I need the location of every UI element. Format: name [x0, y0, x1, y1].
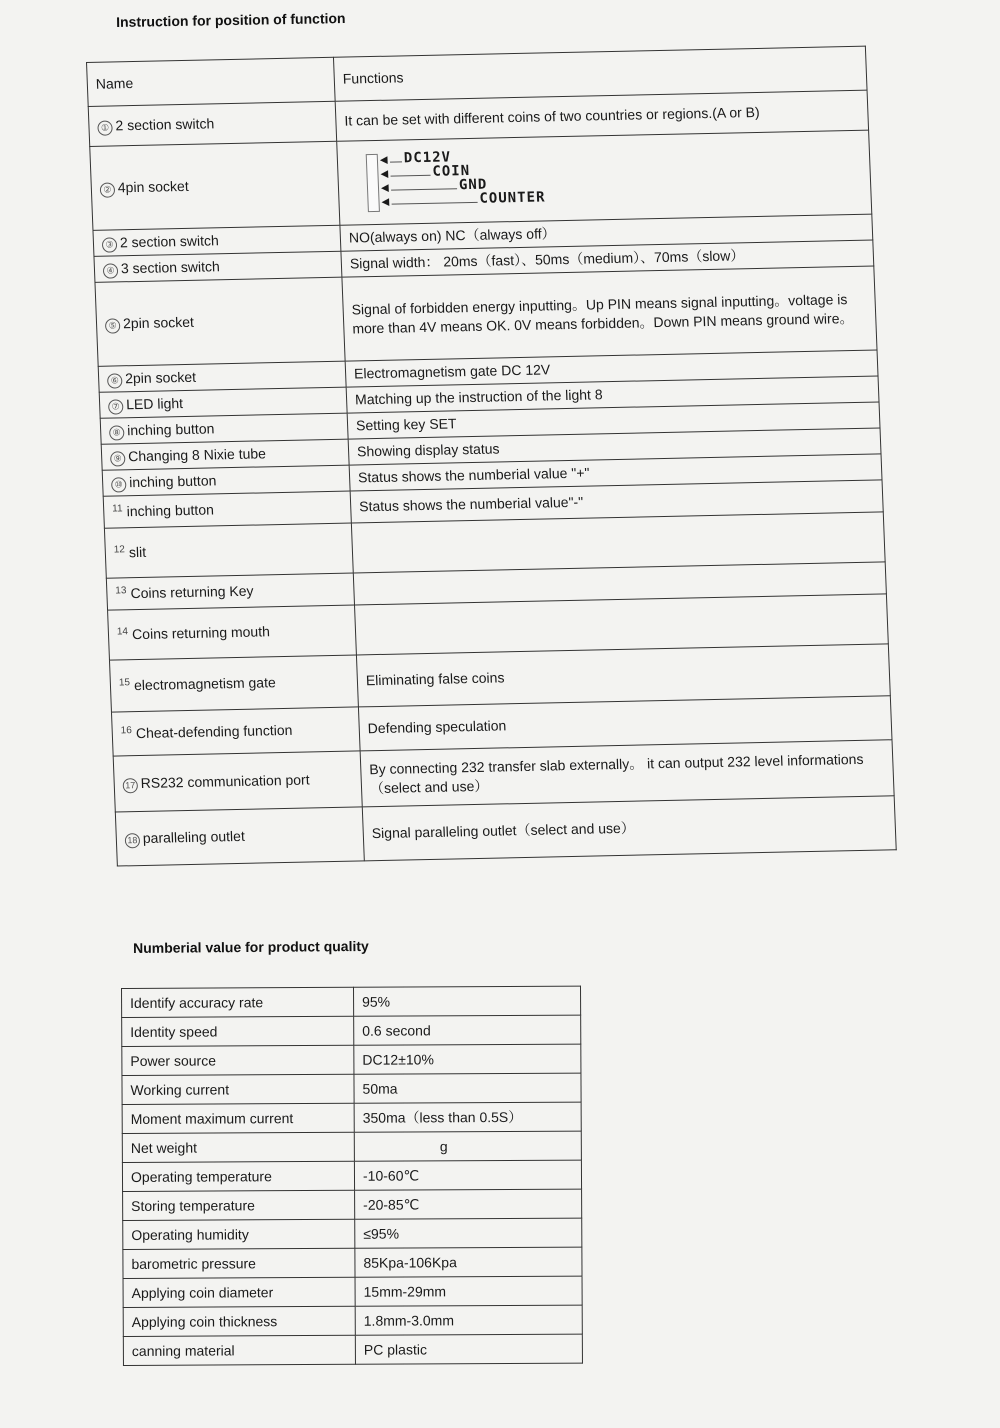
spec-key: Moment maximum current: [122, 1103, 354, 1133]
row-name: RS232 communication port: [140, 771, 310, 792]
spec-key: Power source: [122, 1045, 354, 1075]
spec-key: Storing temperature: [123, 1190, 355, 1220]
row-name: inching button: [126, 420, 215, 439]
table-row: [122, 1044, 581, 1075]
arrow-left-icon: ◀: [381, 196, 390, 208]
row-function: By connecting 232 transfer slab externally。 it can output 232 level informations（select and use）: [360, 740, 894, 807]
spec-value: 50ma: [354, 1073, 581, 1103]
row-marker: 16: [120, 725, 133, 737]
row-name: LED light: [125, 395, 184, 413]
table-row: [123, 1305, 582, 1336]
row-marker: 17: [123, 778, 139, 793]
row-marker: ②: [100, 182, 116, 197]
socket-icon: [366, 153, 380, 211]
row-marker: ①: [97, 120, 113, 135]
row-marker: 14: [116, 626, 129, 638]
spec-value: -20-85℃: [355, 1189, 582, 1219]
spec-value: 95%: [353, 986, 580, 1016]
row-function: Electromagnetism gate DC 12V: [345, 350, 878, 387]
row-function: Defending speculation: [358, 696, 892, 751]
table-row: [122, 1073, 581, 1104]
table-row: [122, 1160, 581, 1191]
row-name: electromagnetism gate: [133, 674, 276, 694]
spec-value: 350ma（less than 0.5S）: [354, 1102, 581, 1132]
spec-value: g: [354, 1131, 581, 1161]
row-marker: ⑦: [108, 399, 124, 414]
spec-key: Working current: [122, 1074, 354, 1104]
table-row: [122, 1131, 581, 1162]
row-function: Signal of forbidden energy inputting。Up PIN means signal inputting。voltage is more than 4V means OK. 0V means forbidden。Down PIN means ground wire。: [342, 266, 877, 361]
row-function: Status shows the numberial value"-": [350, 480, 883, 523]
function-table: [86, 46, 897, 867]
row-marker: 12: [113, 544, 126, 556]
spec-key: Operating temperature: [122, 1161, 354, 1191]
pin-label: GND: [458, 176, 488, 193]
arrow-left-icon: ◀: [380, 168, 389, 180]
spec-value: 15mm-29mm: [355, 1276, 582, 1306]
row-name: Coins returning Key: [130, 582, 254, 602]
pin-diagram-cell: [337, 130, 872, 225]
row-marker: ⑨: [110, 451, 126, 466]
header-name: Name: [87, 57, 336, 106]
spec-key: barometric pressure: [123, 1248, 355, 1278]
arrow-left-icon: ◀: [380, 182, 389, 194]
row-name: 2 section switch: [119, 232, 220, 251]
row-marker: 18: [125, 833, 141, 848]
pin-label: DC12V: [403, 148, 452, 166]
row-name: paralleling outlet: [142, 827, 246, 846]
row-function: Setting key SET: [347, 402, 880, 439]
header-functions: Functions: [333, 46, 867, 101]
spec-key: Net weight: [122, 1132, 354, 1162]
spec-value: ≤95%: [355, 1218, 582, 1248]
row-marker: 11: [111, 503, 123, 515]
quality-heading: Numberial value for product quality: [133, 937, 369, 956]
spec-value: 1.8mm-3.0mm: [355, 1305, 582, 1335]
row-name: 2 section switch: [115, 115, 215, 134]
row-name: 2pin socket: [122, 313, 195, 332]
pin-line: [392, 201, 478, 204]
row-function: Matching up the instruction of the light 8: [346, 376, 879, 413]
row-name: slit: [128, 543, 147, 561]
row-name: Changing 8 Nixie tube: [127, 445, 267, 465]
row-name: Cheat-defending function: [135, 721, 293, 742]
pin-line: [391, 188, 457, 190]
table-row: [90, 130, 872, 230]
row-function: Signal width： 20ms（fast）、50ms（medium）、70ms（slow）: [341, 240, 874, 277]
spec-value: -10-60℃: [354, 1160, 581, 1190]
row-function: Showing display status: [348, 428, 881, 465]
row-name: 3 section switch: [120, 258, 221, 277]
table-row: [123, 1218, 582, 1249]
spec-value: 0.6 second: [354, 1015, 581, 1045]
table-row: [122, 1102, 581, 1133]
row-marker: ⑤: [105, 318, 121, 333]
arrow-left-icon: ◀: [379, 154, 388, 166]
table-row: [123, 1247, 582, 1278]
spec-value: PC plastic: [355, 1334, 582, 1364]
spec-value: DC12±10%: [354, 1044, 581, 1074]
row-marker: ④: [103, 263, 119, 278]
row-name: inching button: [128, 472, 217, 491]
spec-value: 85Kpa-106Kpa: [355, 1247, 582, 1277]
spec-key: canning material: [123, 1335, 355, 1365]
table-row: [123, 1189, 582, 1220]
spec-key: Identify accuracy rate: [122, 987, 354, 1017]
functions-heading: Instruction for position of function: [116, 9, 346, 30]
table-row: [123, 1276, 582, 1307]
table-row: [123, 1334, 582, 1365]
spec-key: Applying coin thickness: [123, 1306, 355, 1336]
row-function: NO(always on) NC（always off）: [340, 214, 873, 251]
row-marker: ③: [102, 237, 118, 252]
pin-label: COIN: [432, 162, 471, 180]
row-name: Coins returning mouth: [131, 623, 271, 643]
table-row: [122, 1015, 581, 1046]
table-row: [95, 266, 877, 366]
row-name: inching button: [126, 501, 215, 520]
row-marker: ⑧: [109, 425, 125, 440]
row-marker: 13: [115, 585, 127, 597]
row-function: Status shows the numberial value "+": [349, 454, 882, 491]
row-marker: 15: [118, 677, 131, 689]
row-marker: ⑩: [111, 477, 127, 492]
row-marker: ⑥: [107, 373, 123, 388]
spec-key: Identity speed: [122, 1016, 354, 1046]
row-name: 4pin socket: [117, 177, 189, 196]
pin-label: COUNTER: [479, 188, 546, 207]
pin-line: [391, 174, 431, 176]
spec-key: Operating humidity: [123, 1219, 355, 1249]
row-function: Eliminating false coins: [356, 644, 890, 707]
row-name: 2pin socket: [124, 368, 197, 387]
table-row: [122, 986, 581, 1017]
row-function: Signal paralleling outlet（select and use）: [362, 796, 896, 861]
spec-table: [121, 986, 583, 1366]
pin-diagram: [345, 137, 863, 218]
spec-key: Applying coin diameter: [123, 1277, 355, 1307]
pin-line: [390, 161, 402, 162]
row-function: It can be set with different coins of two countries or regions.(A or B): [335, 90, 868, 141]
